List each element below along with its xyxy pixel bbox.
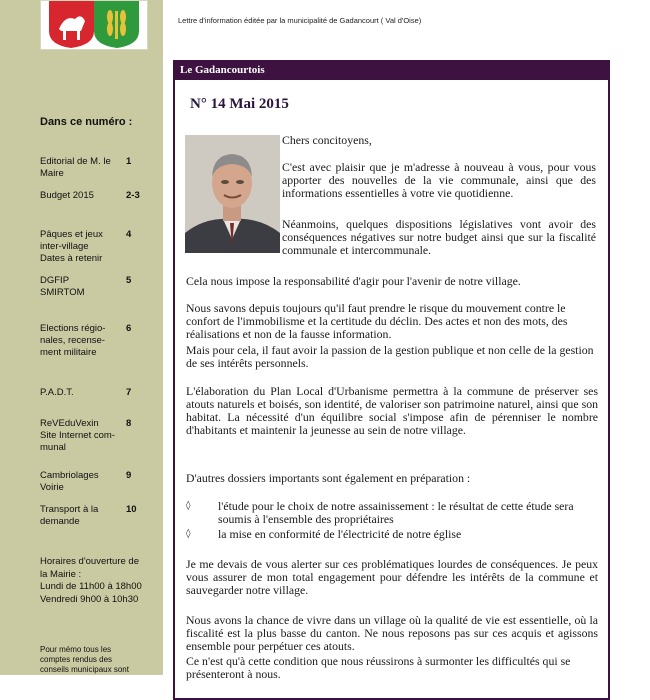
toc-title: Dans ce numéro : — [40, 116, 133, 128]
toc-item-page: 9 — [126, 470, 132, 481]
article-paragraph: Nous avons la chance de vivre dans un village où la qualité de vie est essentielle, où la fiscalité est la plus basse du canton. Ne nous reposons pas sur ces acquis et agissons ensemble pour perpétuer ces atouts. — [186, 613, 598, 653]
article-paragraph: Ce n'est qu'à cette condition que nous réussirons à surmonter les difficultés qui se présenteront à nous. — [186, 654, 571, 681]
toc-item-title: Elections régio- nales, recense- ment militaire — [40, 323, 106, 358]
toc-item-title: Budget 2015 — [40, 190, 94, 201]
toc-item-page: 2-3 — [126, 190, 140, 201]
article-paragraph: Cela nous impose la responsabilité d'agir pour l'avenir de notre village. — [186, 274, 521, 288]
town-hall-opening-hours: Horaires d'ouverture de la Mairie : Lundi de 11h00 à 18h00 Vendredi 9h00 à 10h30 — [40, 556, 142, 605]
diamond-bullet-icon: ◊ — [186, 529, 191, 539]
article-paragraph: C'est avec plaisir que je m'adresse à nouveau à vous, pour vous apporter des nouvelles de la vie communale, ainsi que des informations essentielles à votre vie quotidienne. — [282, 160, 596, 200]
council-minutes-memo: Pour mémo tous les comptes rendus des conseils municipaux sont — [40, 645, 129, 674]
article-paragraph: L'élaboration du Plan Local d'Urbanisme permettra à la commune de préserver ses atouts naturels et boisés, son identité, de valoriser son patrimoine naturel, ainsi que son habitat. La nécessité d'un équilibre social s'impose afin de pérenniser le nombre d'habitants et maintenir la jeunesse au sein de notre village. — [186, 384, 598, 437]
mayor-photo — [185, 135, 280, 253]
article-paragraph: Nous savons depuis toujours qu'il faut prendre le risque du mouvement contre le confort de l'immobilisme et la certitude du déclin. Des actes et non des mots, des réalisations et non de la fausse information. — [186, 301, 568, 341]
toc-item-title: DGFIP SMIRTOM — [40, 275, 85, 298]
toc-item-page: 6 — [126, 323, 132, 334]
toc-item-title: Cambriolages Voirie — [40, 470, 99, 493]
toc-item-title: P.A.D.T. — [40, 387, 74, 398]
panel-header-bar — [175, 62, 608, 80]
toc-item-page: 7 — [126, 387, 132, 398]
sidebar — [0, 0, 163, 675]
article-paragraph: Mais pour cela, il faut avoir la passion de la gestion publique et non celle de la gestion de ses intérêts personnels. — [186, 343, 594, 370]
municipal-crest-logo — [40, 0, 148, 50]
toc-item-title: Editorial de M. le Maire — [40, 156, 111, 179]
toc-item-page: 1 — [126, 156, 132, 167]
article-paragraph: Je me devais de vous alerter sur ces problématiques lourdes de conséquences. Je peux vous assurer de mon total engagement pour défendre les intérêts de la commune et sauvegarder notre village. — [186, 557, 598, 597]
toc-item-page: 10 — [126, 504, 137, 515]
mayor-portrait-icon — [185, 135, 280, 253]
newsletter-name: Le Gadancourtois — [180, 64, 265, 76]
newsletter-subtitle: Lettre d'information éditée par la municipalité de Gadancourt ( Val d'Oise) — [178, 16, 422, 25]
issue-number: N° 14 Mai 2015 — [190, 96, 289, 112]
toc-item-page: 4 — [126, 229, 132, 240]
article-paragraph: D'autres dossiers importants sont également en préparation : — [186, 471, 471, 485]
article-paragraph: Néanmoins, quelques dispositions législatives vont avoir des conséquences négatives sur notre budget ainsi que sur la fiscalité communale et intercommunale. — [282, 217, 596, 257]
article-salutation: Chers concitoyens, — [282, 133, 372, 147]
toc-item-page: 5 — [126, 275, 132, 286]
crest-icon — [41, 1, 147, 49]
list-item-text: la mise en conformité de l'électricité de notre église — [218, 527, 462, 541]
toc-item-title: Pâques et jeux inter-village Dates à retenir — [40, 229, 103, 264]
list-item-text: l'étude pour le choix de notre assainissement : le résultat de cette étude sera soumis à l'ensemble des propriétaires — [218, 499, 574, 526]
toc-item-title: Transport à la demande — [40, 504, 99, 527]
diamond-bullet-icon: ◊ — [186, 501, 191, 511]
toc-item-page: 8 — [126, 418, 132, 429]
toc-item-title: ReVEduVexin Site Internet com- munal — [40, 418, 115, 453]
